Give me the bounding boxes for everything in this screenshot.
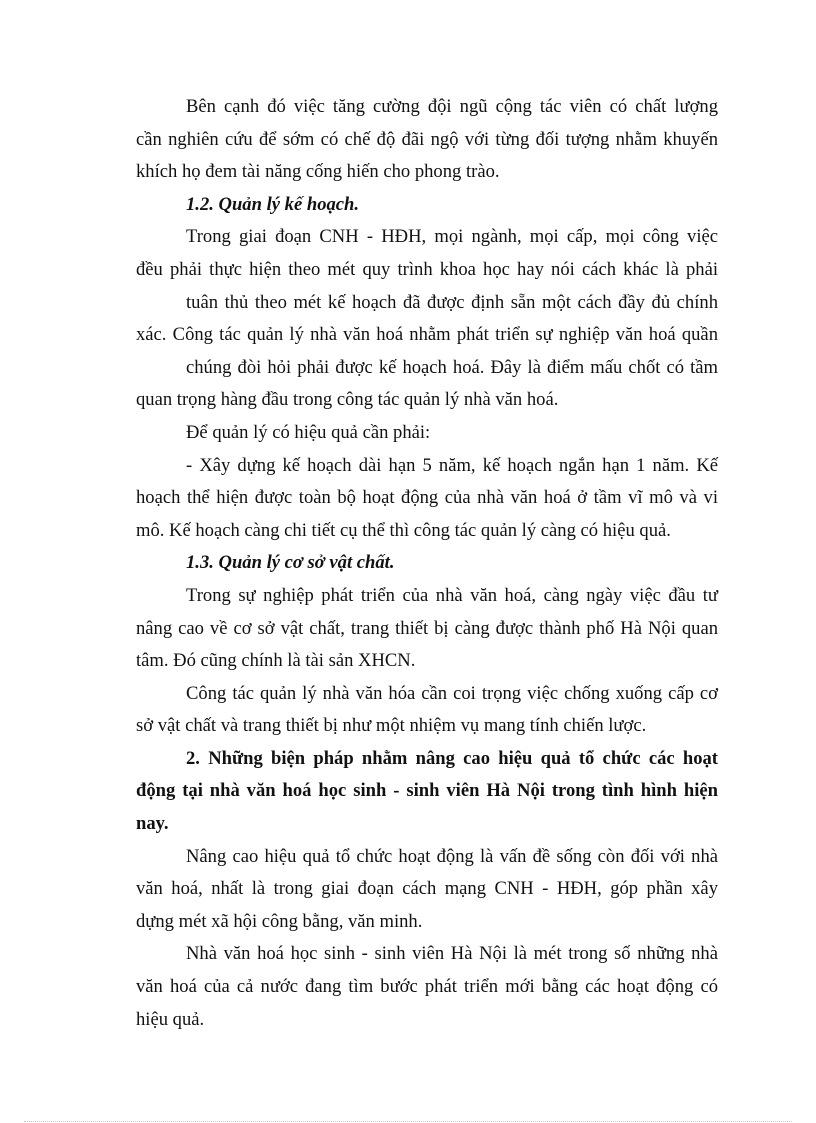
text-line: Công tác quản lý nhà văn hóa cần coi trọng việc chống xuống cấp cơ: [186, 682, 718, 704]
text-line: đều phải thực hiện theo mét quy trình khoa học hay nói cách khác là phải: [136, 258, 718, 280]
text-line: văn hoá của cả nước đang tìm bước phát triển mới bằng các hoạt động có: [136, 976, 718, 998]
text-line: sở vật chất và trang thiết bị như một nhiệm vụ mang tính chiến lược.: [136, 715, 647, 737]
text-line: tâm. Đó cũng chính là tài sản XHCN.: [136, 650, 416, 672]
text-line: - Xây dựng kế hoạch dài hạn 5 năm, kế hoạch ngắn hạn 1 năm. Kế: [186, 454, 718, 476]
text-line: nâng cao về cơ sở vật chất, trang thiết bị càng được thành phố Hà Nội quan: [136, 617, 718, 639]
text-line: hiệu quả.: [136, 1008, 205, 1030]
paragraph-student-culture-house: [136, 938, 718, 1036]
paragraph-planning: [136, 221, 718, 417]
text-line: Nâng cao hiệu quả tổ chức hoạt động là vấn đề sống còn đối với nhà: [186, 845, 718, 867]
section-heading-2: [136, 743, 718, 841]
section-heading-1-3: 1.3. Quản lý cơ sở vật chất.: [186, 552, 395, 574]
paragraph-prevent-degradation: [136, 678, 718, 743]
text-line: Trong giai đoạn CNH - HĐH, mọi ngành, mọi cấp, mọi công việc: [186, 226, 718, 248]
text-line: dựng mét xã hội công bằng, văn minh.: [136, 910, 423, 932]
text-line: Nhà văn hoá học sinh - sinh viên Hà Nội là mét trong số những nhà: [186, 943, 718, 965]
text-line: hoạch thể hiện được toàn bộ hoạt động của nhà văn hoá ở tầm vĩ mô và vi: [136, 487, 718, 509]
text-line: Để quản lý có hiệu quả cần phải:: [186, 421, 431, 443]
section-heading-1-2: 1.2. Quản lý kế hoạch.: [186, 193, 360, 215]
page-bottom-dotted-rule: [24, 1121, 792, 1122]
document-body: [136, 91, 718, 1036]
paragraph-infrastructure: [136, 580, 718, 678]
text-line: văn hoá, nhất là trong giai đoạn cách mạng CNH - HĐH, góp phần xây: [136, 878, 718, 900]
text-line: tuân thủ theo mét kế hoạch đã được định sẵn một cách đầy đủ chính: [186, 291, 718, 313]
text-line: xác. Công tác quản lý nhà văn hoá nhằm phát triển sự nghiệp văn hoá quần: [136, 324, 718, 346]
text-line: cần nghiên cứu để sớm có chế độ đãi ngộ với từng đối tượng nhằm khuyến: [136, 128, 718, 150]
heading-line: 2. Những biện pháp nhằm nâng cao hiệu quả tổ chức các hoạt: [186, 747, 718, 769]
text-line: Bên cạnh đó việc tăng cường đội ngũ cộng tác viên có chất lượng: [186, 96, 718, 117]
paragraph-build-plans: [136, 450, 718, 548]
paragraph-collaborators: [136, 91, 718, 189]
text-line: Trong sự nghiệp phát triển của nhà văn hoá, càng ngày việc đầu tư: [186, 584, 718, 606]
heading-line: nay.: [136, 813, 169, 835]
heading-line: động tại nhà văn hoá học sinh - sinh viên Hà Nội trong tình hình hiện: [136, 780, 718, 802]
paragraph-effective-management: [136, 417, 718, 450]
text-line: khích họ đem tài năng cống hiến cho phong trào.: [136, 161, 500, 183]
text-line: chúng đòi hỏi phải được kế hoạch hoá. Đây là điểm mấu chốt có tầm: [186, 356, 718, 378]
text-line: mô. Kế hoạch càng chi tiết cụ thể thì công tác quản lý càng có hiệu quả.: [136, 519, 671, 541]
paragraph-improve-efficiency: [136, 841, 718, 939]
text-line: quan trọng hàng đầu trong công tác quản lý nhà văn hoá.: [136, 389, 559, 411]
